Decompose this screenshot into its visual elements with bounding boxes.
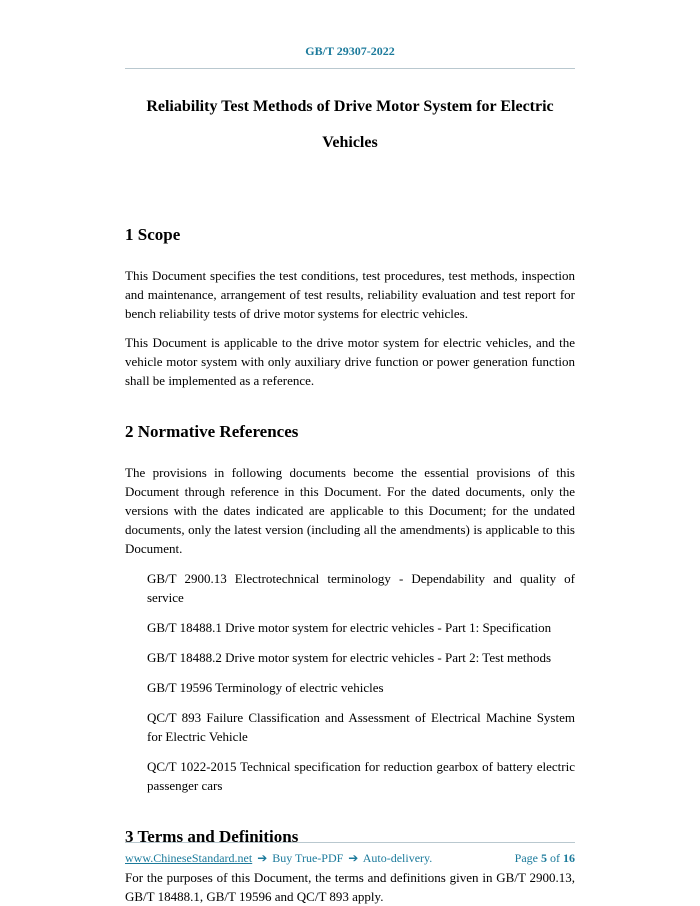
reference-item: GB/T 2900.13 Electrotechnical terminology - Dependability and quality of service: [147, 571, 575, 605]
reference-list: [147, 569, 575, 795]
reference-item: GB/T 19596 Terminology of electric vehicles: [147, 680, 384, 695]
terms-paragraph: For the purposes of this Document, the terms and definitions given in GB/T 2900.13, GB/T 18488.1, GB/T 19596 and QC/T 893 apply.: [125, 870, 575, 904]
reference-item: QC/T 893 Failure Classification and Assessment of Electrical Machine System for Electric Vehicle: [147, 710, 575, 744]
scope-paragraph-2: This Document is applicable to the drive motor system for electric vehicles, and the vehicle motor system with only auxiliary drive function or power generation function shall be implemented as a reference.: [125, 335, 575, 388]
document-title-line-1: Reliability Test Methods of Drive Motor System for Electric: [146, 98, 554, 115]
footer-links: [125, 851, 434, 866]
footer-site-link[interactable]: www.ChineseStandard.net: [125, 851, 253, 865]
footer-buy-text: Buy True-PDF: [272, 851, 344, 865]
section-heading-scope: 1 Scope: [125, 225, 181, 244]
scope-paragraph-1: This Document specifies the test conditions, test procedures, test methods, inspection and maintenance, arrangement of test results, reliability evaluation and test report for bench reliability tests of drive motor systems for electric vehicles.: [125, 268, 575, 321]
arrow-icon: ➔: [348, 851, 359, 865]
header-doc-number: GB/T 29307-2022: [125, 44, 575, 69]
section-heading-normative-references: 2 Normative References: [125, 422, 299, 441]
reference-item: GB/T 18488.2 Drive motor system for electric vehicles - Part 2: Test methods: [147, 650, 552, 665]
footer-delivery-text: Auto-delivery.: [362, 851, 433, 865]
of-label: of: [550, 851, 560, 865]
total-pages: 16: [563, 851, 575, 865]
arrow-icon: ➔: [257, 851, 268, 865]
page-indicator: [515, 851, 575, 866]
page-label: Page: [514, 851, 538, 865]
reference-item: QC/T 1022-2015 Technical specification for reduction gearbox of battery electric passenger cars: [147, 759, 575, 793]
reference-item: GB/T 18488.1 Drive motor system for electric vehicles - Part 1: Specification: [147, 620, 552, 635]
page-number: 5: [541, 851, 547, 865]
normative-references-intro: The provisions in following documents become the essential provisions of this Document through reference in this Document. For the dated documents, only the versions with the dates indicated are applicable to this Document; for the undated documents, only the latest version (including all the amendments) is applicable to this Document.: [125, 465, 575, 556]
document-title: [125, 89, 575, 161]
document-title-line-2: Vehicles: [322, 134, 378, 151]
section-heading-terms-and-definitions: 3 Terms and Definitions: [125, 827, 299, 846]
page-footer: [125, 842, 575, 866]
